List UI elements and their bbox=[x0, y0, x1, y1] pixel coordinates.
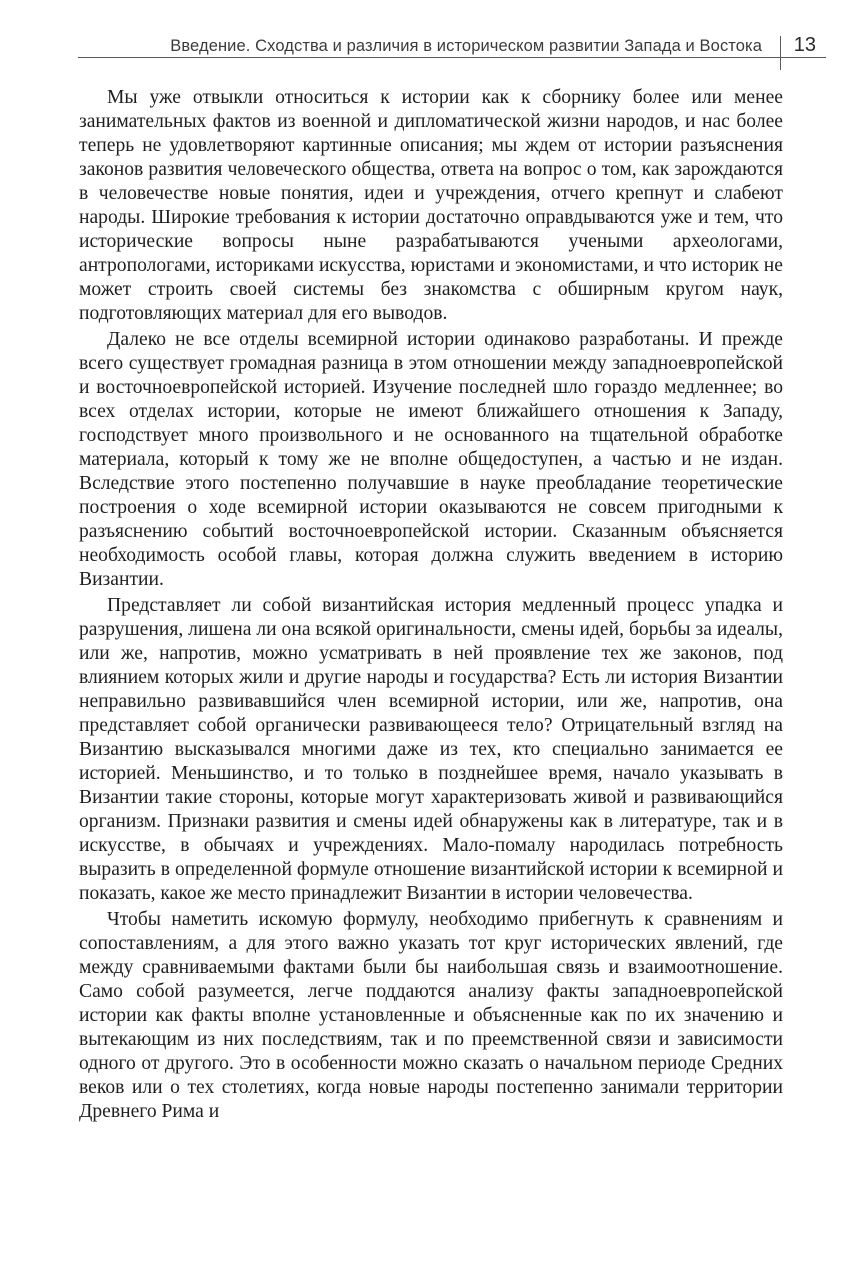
body-text bbox=[79, 86, 783, 1124]
paragraph: Чтобы наметить искомую формулу, необходимо прибегнуть к сравнениям и сопоставлениям, а для этого важно указать тот круг исторических явлений, где между сравниваемыми фактами были бы наибольшая связь и взаимоотношение. Само собой разумеется, легче поддаются анализу факты западноевропейской истории как факты вполне установленные и объясненные как по их значению и вытекающим из них последствиям, так и по преемственной связи и зависимости одного от другого. Это в особенности можно сказать о начальном периоде Средних веков или о тех столетиях, когда новые народы постепенно занимали территории Древнего Рима и bbox=[79, 909, 783, 1122]
header-rule bbox=[78, 57, 826, 58]
paragraph: Представляет ли собой византийская история медленный процесс упадка и разрушения, лишена ли она всякой оригинальности, смены идей, борьбы за идеалы, или же, напротив, можно усматривать в ней проявление тех же законов, под влиянием которых жили и другие народы и государства? Есть ли история Византии неправильно развивавшийся член всемирной истории, или же, напротив, она представляет собой органически развивающееся тело? Отрицательный взгляд на Византию высказывался многими даже из тех, кто специально занимается ее историей. Меньшинство, и то только в позднейшее время, начало указывать в Византии такие стороны, которые могут характеризовать живой и развивающийся организм. Признаки развития и смены идей обнаружены как в литературе, так и в искусстве, в обычаях и учреждениях. Мало-помалу народилась потребность выразить в определенной формуле отношение византийской истории к всемирной и показать, какое же место принадлежит Византии в истории человечества. bbox=[79, 595, 783, 904]
page-number: 13 bbox=[793, 34, 816, 56]
page-header bbox=[78, 32, 826, 58]
running-head: Введение. Сходства и различия в историческом развитии Запада и Востока bbox=[170, 37, 762, 55]
paragraph: Мы уже отвыкли относиться к истории как к сборнику более или менее занимательных фактов из военной и дипломатической жизни народов, и нас более теперь не удовлетворяют картинные описания; мы ждем от истории разъяснения законов развития человеческого общества, ответа на вопрос о том, как зарождаются в человечестве новые понятия, идеи и учреждения, отчего крепнут и слабеют народы. Широкие требования к истории достаточно оправдываются уже и тем, что исторические вопросы ныне разрабатываются учеными археологами, антропологами, историками искусства, юристами и экономистами, и что историк не может строить своей системы без знакомства с обширным кругом наук, подготовляющих материал для его выводов. bbox=[79, 87, 783, 324]
paragraph: Далеко не все отделы всемирной истории одинаково разработаны. И прежде всего существует громадная разница в этом отношении между западноевропейской и восточноевропейской историей. Изучение последней шло гораздо медленнее; во всех отделах истории, которые не имеют ближайшего отношения к Западу, господствует много произвольного и не основанного на тщательной обработке материала, который к тому же не вполне общедоступен, а частью и не издан. Вследствие этого постепенно получавшие в науке преобладание теоретические построения о ходе всемирной истории оказываются не совсем пригодными к разъяснению событий восточноевропейской истории. Сказанным объясняется необходимость особой главы, которая должна служить введением в историю Византии. bbox=[79, 329, 783, 590]
header-divider bbox=[780, 36, 781, 70]
